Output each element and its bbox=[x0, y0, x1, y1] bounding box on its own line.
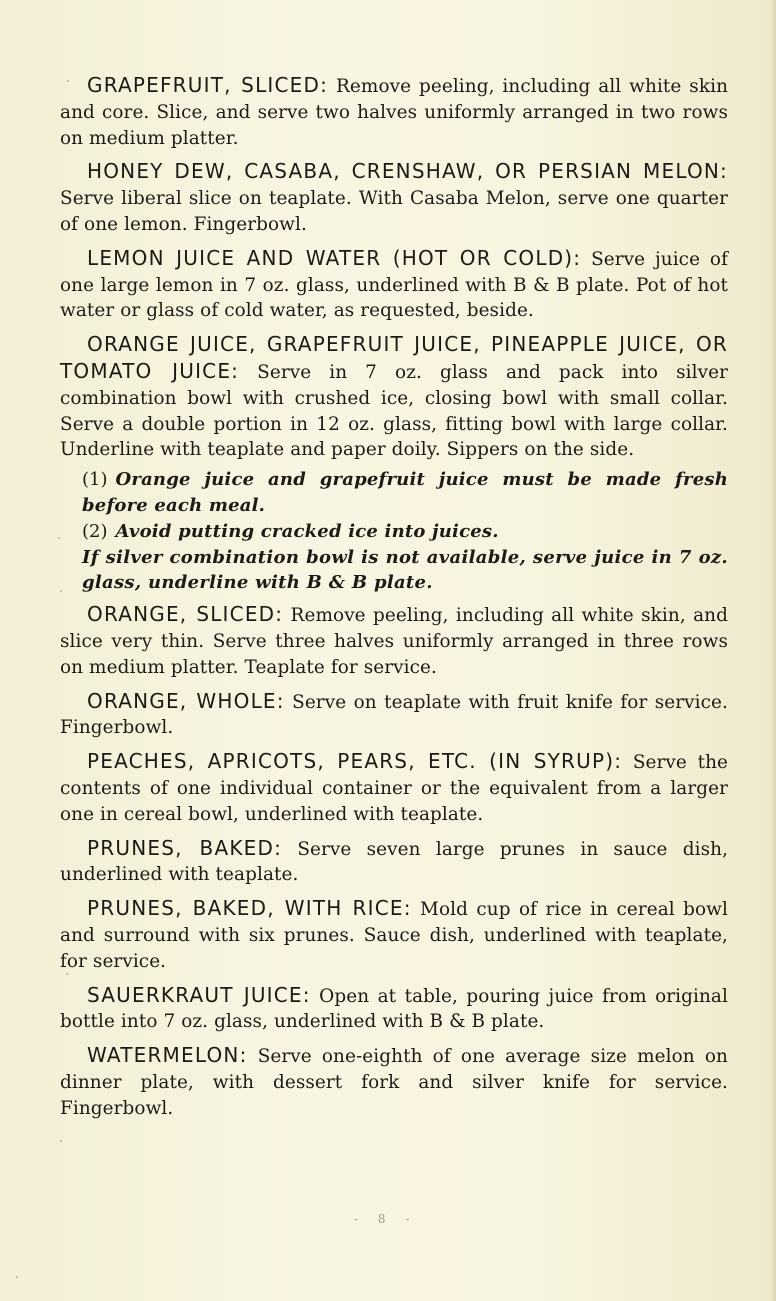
note-item bbox=[60, 545, 728, 597]
entry-heading: SAUERKRAUT JUICE: bbox=[87, 982, 311, 1007]
entry-heading: PRUNES, BAKED: bbox=[87, 835, 283, 860]
entry-juices bbox=[60, 332, 728, 463]
entry-text: Open at table, pouring juice from original bottle into 7 oz. glass, underlined with B & B plate. bbox=[60, 985, 728, 1033]
entry-heading: GRAPEFRUIT, SLICED: bbox=[87, 73, 329, 97]
entry-heading: HONEY DEW, CASABA, CRENSHAW, OR PERSIAN MELON: bbox=[87, 159, 728, 184]
note-number: (2) bbox=[82, 520, 108, 542]
entry-heading: LEMON JUICE AND WATER (HOT OR COLD): bbox=[87, 245, 582, 270]
entry-heading: ORANGE, SLICED: bbox=[87, 602, 284, 627]
entry-peaches-apricots-pears bbox=[60, 749, 728, 827]
note-text: If silver combination bowl is not available, serve juice in 7 oz. glass, underline with B & B plate. bbox=[82, 546, 728, 594]
paper-speck bbox=[16, 1276, 18, 1278]
paper-speck bbox=[58, 537, 60, 539]
entry-text: Remove peeling, including all white skin and core. Slice, and serve two halves uniformly arranged in two rows on medium platter. bbox=[60, 76, 729, 149]
note-text: Orange juice and grapefruit juice must be made fresh before each meal. bbox=[82, 469, 728, 516]
entry-text: Mold cup of rice in cereal bowl and surround with six prunes. Sauce dish, underlined with teaplate, for service. bbox=[60, 899, 729, 972]
note-item bbox=[60, 519, 728, 545]
note-item bbox=[60, 467, 728, 519]
entry-prunes-baked-rice bbox=[60, 896, 728, 974]
entry-sauerkraut-juice bbox=[60, 983, 728, 1036]
instructions-column bbox=[60, 73, 728, 1129]
paper-speck bbox=[60, 1140, 62, 1142]
note-number: (1) bbox=[82, 469, 108, 491]
entry-text: Serve on teaplate with fruit knife for service. Fingerbowl. bbox=[60, 691, 728, 739]
entry-heading: ORANGE JUICE, GRAPEFRUIT JUICE, PINEAPPLE JUICE, OR TOMATO JUICE: bbox=[60, 332, 728, 383]
entry-text: Remove peeling, including all white skin, and slice very thin. Serve three halves uniformly arranged in three rows on medium platter. Teaplate for service. bbox=[60, 605, 728, 678]
entry-lemon-juice-water bbox=[60, 246, 728, 324]
entry-text: Serve in 7 oz. glass and pack into silver combination bowl with crushed ice, closing bowl with small collar. Serve a double portion in 12 oz. glass, fitting bowl with large collar. Underline with teaplate and paper doily. Sippers on the side. bbox=[60, 361, 728, 461]
entry-orange-sliced bbox=[60, 602, 728, 680]
paper-speck bbox=[60, 590, 62, 592]
paper-speck bbox=[67, 80, 69, 82]
entry-honey-dew-melon bbox=[60, 159, 728, 237]
page-edge-shadow bbox=[770, 0, 776, 1301]
entry-heading: ORANGE, WHOLE: bbox=[87, 688, 285, 713]
entry-text: Serve seven large prunes in sauce dish, underlined with teaplate. bbox=[60, 838, 729, 886]
entry-prunes-baked bbox=[60, 836, 728, 889]
entry-text: Serve liberal slice on teaplate. With Casaba Melon, serve one quarter of one lemon. Fingerbowl. bbox=[60, 188, 728, 235]
entry-text: Serve juice of one large lemon in 7 oz. glass, underlined with B & B plate. Pot of hot water or glass of cold water, as requested, beside. bbox=[60, 248, 728, 322]
entry-heading: PRUNES, BAKED, WITH RICE: bbox=[87, 896, 412, 921]
entry-orange-whole bbox=[60, 689, 728, 742]
entry-text: Serve the contents of one individual container or the equivalent from a larger one in cereal bowl, underlined with teaplate. bbox=[60, 752, 728, 825]
paper-speck bbox=[66, 973, 68, 975]
page-number: - 8 - bbox=[354, 1212, 418, 1226]
entry-watermelon bbox=[60, 1043, 728, 1121]
entry-text: Serve one-eighth of one average size melon on dinner plate, with dessert fork and silver knife for service. Fingerbowl. bbox=[60, 1046, 728, 1119]
entry-heading: WATERMELON: bbox=[87, 1043, 248, 1068]
juice-notes bbox=[60, 467, 728, 596]
entry-grapefruit-sliced bbox=[60, 73, 728, 151]
entry-heading: PEACHES, APRICOTS, PEARS, ETC. (IN SYRUP): bbox=[87, 749, 623, 774]
note-text: Avoid putting cracked ice into juices. bbox=[115, 520, 499, 542]
